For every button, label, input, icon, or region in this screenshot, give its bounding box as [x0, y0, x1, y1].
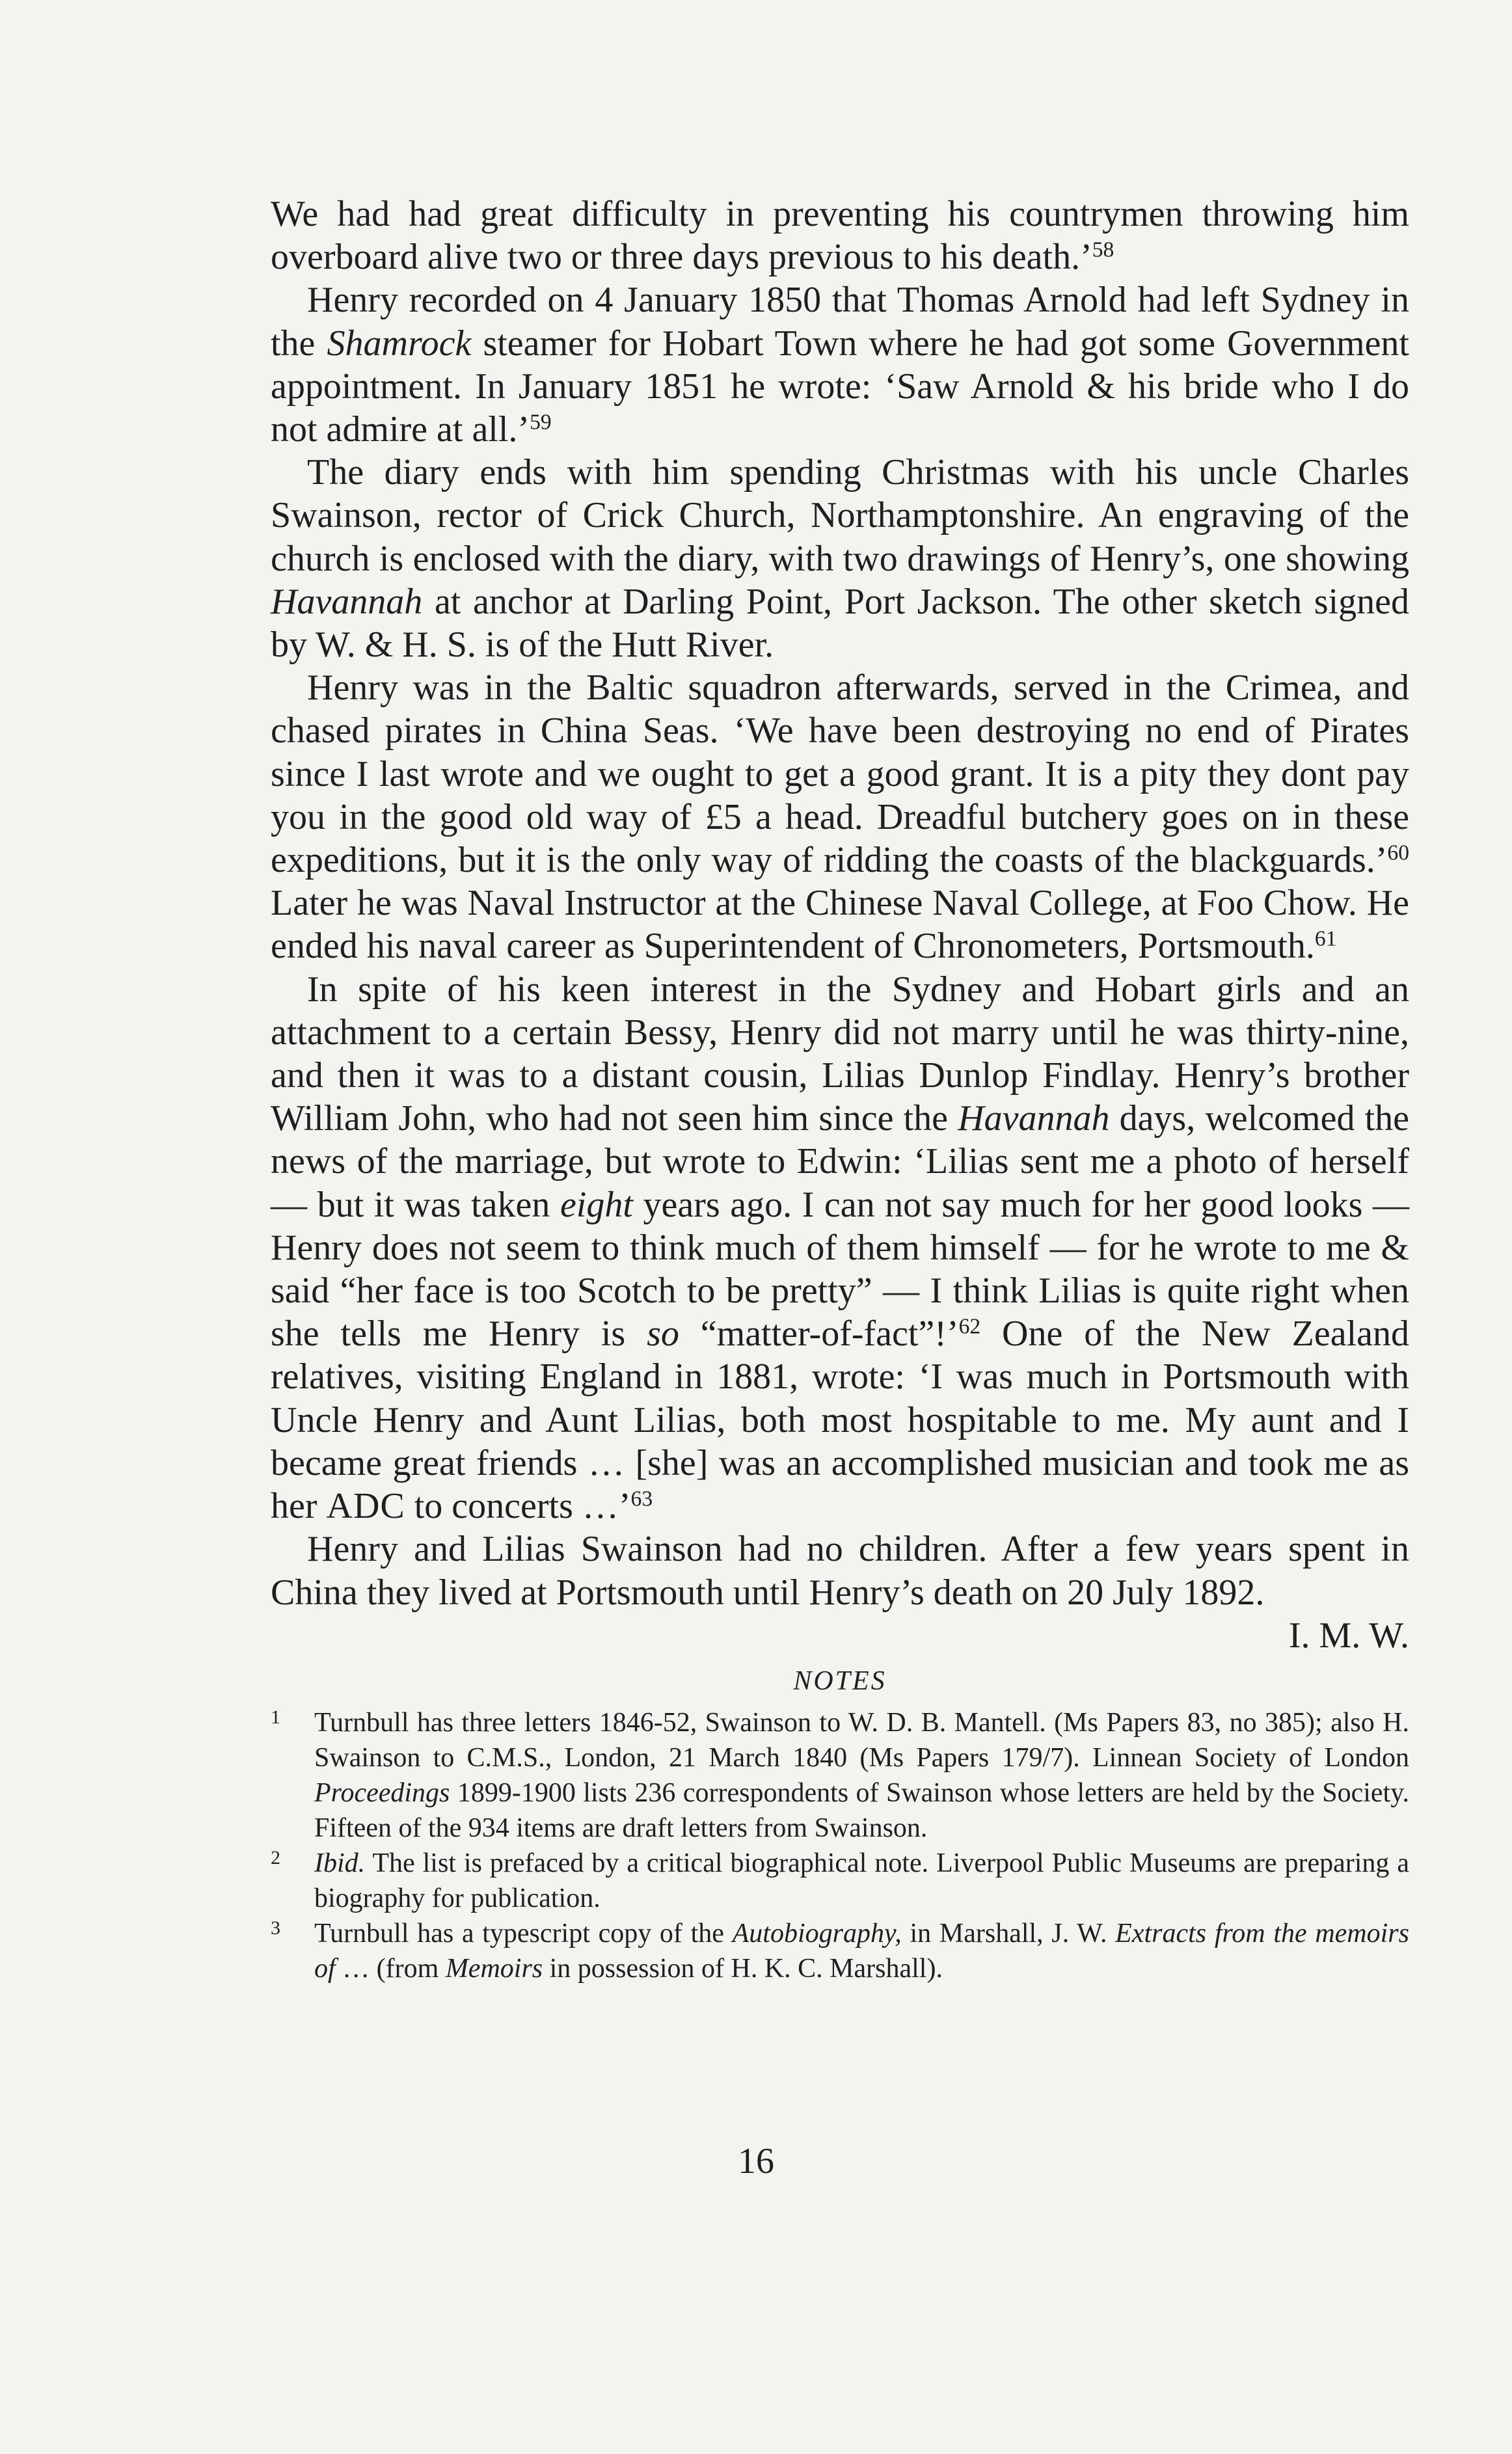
footnote-number: 1 — [271, 1706, 280, 1728]
footnote — [271, 1916, 1409, 1986]
text-run: In spite of his keen interest in the Sydney and Hobart girls and an attachment to a certain Bessy, Henry did not marry until he was thirty-nine, and then it was to a distant cousin, Lilias Dunlop Findlay. Henry’s brother William John, who had not seen him since the — [271, 969, 1409, 1139]
italic-text: Havannah — [958, 1098, 1110, 1139]
author-signature: I. M. W. — [1288, 1615, 1409, 1656]
text-run: Turnbull has a typescript copy of the — [314, 1918, 733, 1948]
text-run: in possession of H. K. C. Marshall). — [543, 1953, 943, 1984]
footnote-ref: 61 — [1314, 926, 1337, 951]
text-run: Later he was Naval Instructor at the Chinese Naval College, at Foo Chow. He ended his naval career as Superintendent of Chronometers, Portsmouth. — [271, 883, 1409, 967]
footnote — [271, 1705, 1409, 1846]
text-run: steamer for Hobart Town where he had got some Government appointment. In January 1851 he wrote: ‘Saw Arnold & his bride who I do not admire at all.’ — [271, 323, 1409, 450]
page-number: 16 — [738, 2141, 774, 2181]
footnote-number: 2 — [271, 1846, 280, 1868]
footnote-ref: 59 — [530, 410, 552, 435]
italic-text: Shamrock — [327, 323, 472, 364]
text-run: The diary ends with him spending Christmas with his uncle Charles Swainson, rector of Crick Church, Northamptonshire. An engraving of the church is enclosed with the diary, with two drawings of Henry’s, one showing — [271, 452, 1409, 579]
text-run: days, welcomed the news of the marriage, but wrote to Edwin: ‘Lilias sent me a photo of herself — but it was taken — [271, 1098, 1409, 1225]
text-run: Henry recorded on 4 January 1850 that Thomas Arnold had left Sydney in the — [271, 280, 1409, 364]
body-text — [271, 193, 1409, 1986]
text-run: We had had great difficulty in preventing his countrymen throwing him overboard alive two or three days previous to his death.’ — [271, 194, 1409, 278]
italic-text: Ibid. — [314, 1848, 366, 1878]
italic-text: Extracts from the memoirs of — [314, 1918, 1409, 1984]
footnote-ref: 62 — [958, 1314, 981, 1339]
paragraph — [271, 193, 1409, 278]
footnote-number: 3 — [271, 1917, 280, 1939]
text-run: … (from — [335, 1953, 446, 1984]
text-run: “matter-of-fact”!’ — [679, 1314, 959, 1355]
text-run: at anchor at Darling Point, Port Jackson. The other sketch signed by W. & H. S. is of the Hutt River. — [271, 581, 1409, 666]
paragraph — [271, 968, 1409, 1528]
paragraph — [271, 1528, 1409, 1613]
paragraph — [271, 278, 1409, 451]
paragraph — [271, 666, 1409, 967]
text-run: in Marshall, J. W. — [901, 1918, 1116, 1948]
footnote-ref: 60 — [1387, 841, 1409, 865]
italic-text: so — [647, 1314, 679, 1355]
text-run: Henry and Lilias Swainson had no children. After a few years spent in China they lived at Portsmouth until Henry’s death on 20 July 1892. — [271, 1529, 1409, 1613]
paragraphs — [271, 193, 1409, 1614]
text-run: The list is prefaced by a critical biographical note. Liverpool Public Museums are preparing a biography for publication. — [314, 1848, 1409, 1913]
italic-text: Memoirs — [445, 1953, 543, 1984]
footnote-ref: 58 — [1092, 237, 1114, 262]
text-run: years ago. I can not say much for her good looks — Henry does not seem to think much of them himself — for he wrote to me & said “her face is too Scotch to be pretty” — I think Lilias is quite right when she tells me Henry is — [271, 1184, 1409, 1355]
small-caps-text: ADC — [326, 1486, 405, 1527]
notes-heading: NOTES — [793, 1665, 887, 1696]
text-run: Turnbull has three letters 1846-52, Swainson to W. D. B. Mantell. (Ms Papers 83, no 385); also H. Swainson to C.M.S., London, 21 March 1840 (Ms Papers 179/7). Linnean Society of London — [314, 1707, 1409, 1773]
notes-list — [271, 1705, 1409, 1986]
italic-text: Havannah — [271, 581, 423, 622]
text-run: Henry was in the Baltic squadron afterwards, served in the Crimea, and chased pirates in China Seas. ‘We have been destroying no end of Pirates since I last wrote and we ought to get a good grant. It is a pity they dont pay you in the good old way of £5 a head. Dreadful butchery goes on in these expeditions, but it is the only way of ridding the coasts of the blackguards.’ — [271, 667, 1409, 881]
italic-text: Proceedings — [314, 1777, 450, 1808]
text-run: to concerts …’ — [405, 1486, 631, 1527]
footnote — [271, 1846, 1409, 1916]
paragraph — [271, 451, 1409, 666]
text-run: 1899-1900 lists 236 correspondents of Swainson whose letters are held by the Society. Fifteen of the 934 items are draft letters from Swainson. — [314, 1777, 1409, 1843]
italic-text: eight — [560, 1184, 633, 1225]
italic-text: Autobiography, — [732, 1918, 902, 1948]
text-run: One of the New Zealand relatives, visiting England in 1881, wrote: ‘I was much in Portsmouth with Uncle Henry and Aunt Lilias, both most hospitable to me. My aunt and I became great friends … [she] was an accomplished musician and took me as her — [271, 1314, 1409, 1527]
footnote-ref: 63 — [630, 1487, 653, 1511]
